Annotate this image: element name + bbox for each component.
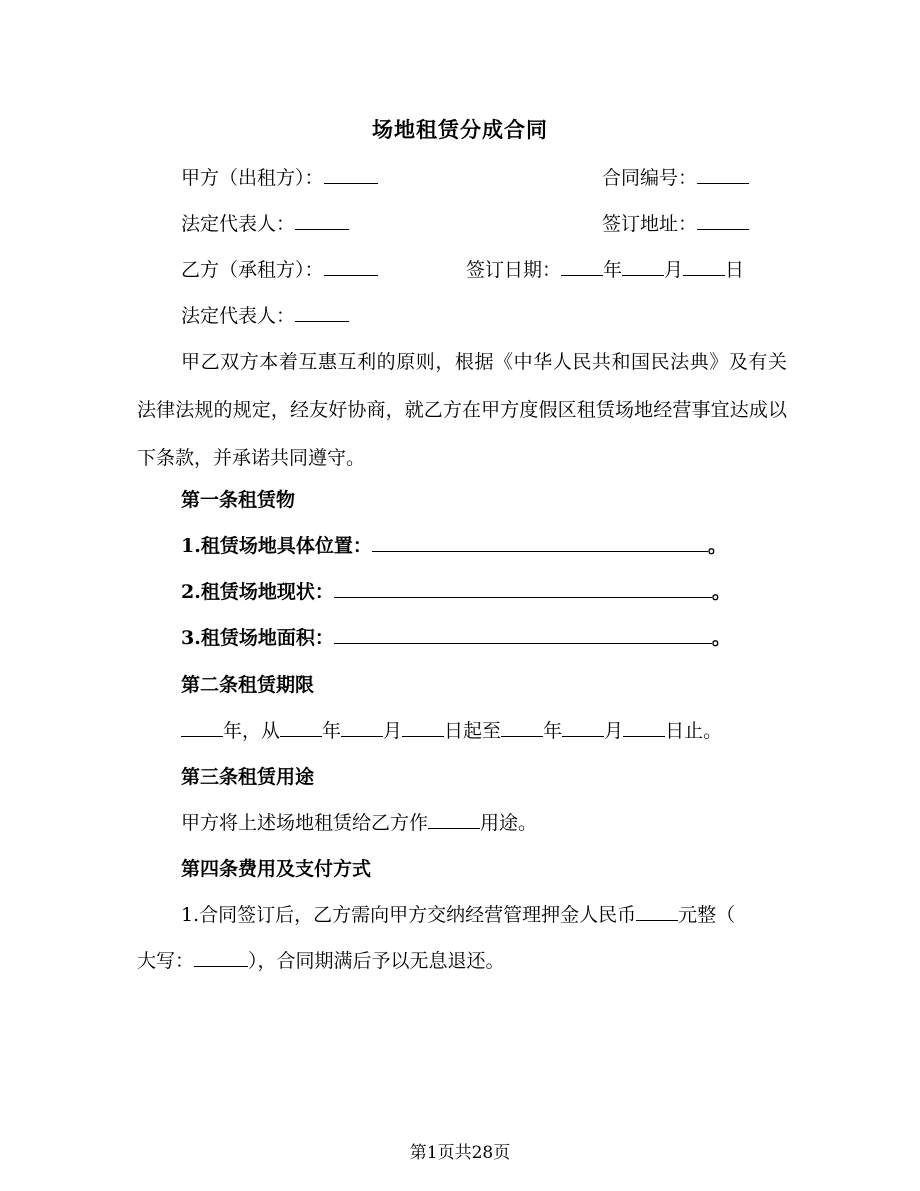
item2-blank (334, 579, 712, 598)
article3-heading: 第三条租赁用途 (181, 766, 315, 788)
start-day-label: 日起至 (444, 720, 502, 742)
legal-rep-b-label: 法定代表人： (181, 305, 296, 327)
contract-no-field (602, 165, 749, 191)
end-month-blank (562, 718, 604, 737)
start-year-label: 年 (322, 720, 342, 742)
purpose-post: 用途。 (480, 812, 538, 834)
year-blank (561, 257, 603, 276)
sign-date-label: 签订日期： (466, 259, 562, 281)
contract-no-blank (697, 165, 749, 184)
item1-label: 1.租赁场地具体位置： (181, 535, 372, 557)
term-line (181, 718, 722, 744)
item3-blank (334, 625, 712, 644)
legal-rep-a-blank (295, 211, 349, 230)
article1-item1 (181, 533, 727, 559)
intro-paragraph: 甲乙双方本着互惠互利的原则，根据《中华人民共和国民法典》及有关法律法规的规定，经友好协商，就乙方在甲方度假区租赁场地经营事宜达成以下条款，并承诺共同遵守。 (137, 351, 787, 469)
deposit-text-a: 1.合同签订后，乙方需向甲方交纳经营管理押金人民币 (181, 904, 637, 926)
month-label: 月 (664, 259, 684, 281)
purpose-line (181, 810, 537, 836)
month-blank (622, 257, 664, 276)
party-b-field (181, 257, 378, 283)
end-year-label: 年 (543, 720, 563, 742)
contract-no-label: 合同编号： (602, 167, 698, 189)
end-day-blank (623, 718, 665, 737)
item3-label: 3.租赁场地面积： (181, 627, 334, 649)
deposit-text-d: ），合同期满后予以无息退还。 (248, 950, 505, 972)
party-a-field (181, 165, 378, 191)
end-month-label: 月 (604, 720, 624, 742)
article4-heading: 第四条费用及支付方式 (181, 858, 372, 880)
legal-rep-b-field (181, 303, 349, 329)
start-day-blank (402, 718, 444, 737)
sign-date-field (466, 257, 744, 283)
article1-item3 (181, 625, 731, 651)
article1-heading: 第一条租赁物 (181, 489, 296, 511)
legal-rep-a-field (181, 211, 349, 237)
party-b-blank (324, 257, 378, 276)
year-label: 年 (603, 259, 623, 281)
page-title: 场地租赁分成合同 (372, 117, 548, 142)
day-label: 日 (725, 259, 745, 281)
deposit-text-c: 大写： (137, 950, 195, 972)
end-day-label: 日止。 (665, 720, 723, 742)
deposit-capital-blank (194, 948, 248, 967)
item1-blank (372, 533, 708, 552)
legal-rep-b-blank (295, 303, 349, 322)
deposit-amount-blank (636, 902, 678, 921)
sign-place-field (602, 211, 749, 237)
start-year-blank (280, 718, 322, 737)
sign-place-label: 签订地址： (602, 213, 698, 235)
item2-end: 。 (711, 581, 731, 603)
term-years-blank (181, 718, 223, 737)
party-b-label: 乙方（承租方）： (181, 259, 324, 281)
term-year-from: 年，从 (223, 720, 281, 742)
end-year-blank (501, 718, 543, 737)
party-a-label: 甲方（出租方）： (181, 167, 324, 189)
start-month-blank (341, 718, 383, 737)
page-number: 第1页共28页 (409, 1143, 511, 1163)
legal-rep-a-label: 法定代表人： (181, 213, 296, 235)
start-month-label: 月 (383, 720, 403, 742)
article2-heading: 第二条租赁期限 (181, 674, 315, 696)
sign-place-blank (697, 211, 749, 230)
day-blank (683, 257, 725, 276)
purpose-blank (428, 810, 480, 829)
deposit-line-2 (137, 948, 505, 974)
party-a-blank (324, 165, 378, 184)
item3-end: 。 (711, 627, 731, 649)
deposit-line-1 (181, 902, 735, 928)
article1-item2 (181, 579, 731, 605)
item1-end: 。 (707, 535, 727, 557)
deposit-text-b: 元整（ (678, 904, 736, 926)
item2-label: 2.租赁场地现状： (181, 581, 334, 603)
purpose-pre: 甲方将上述场地租赁给乙方作 (181, 812, 429, 834)
